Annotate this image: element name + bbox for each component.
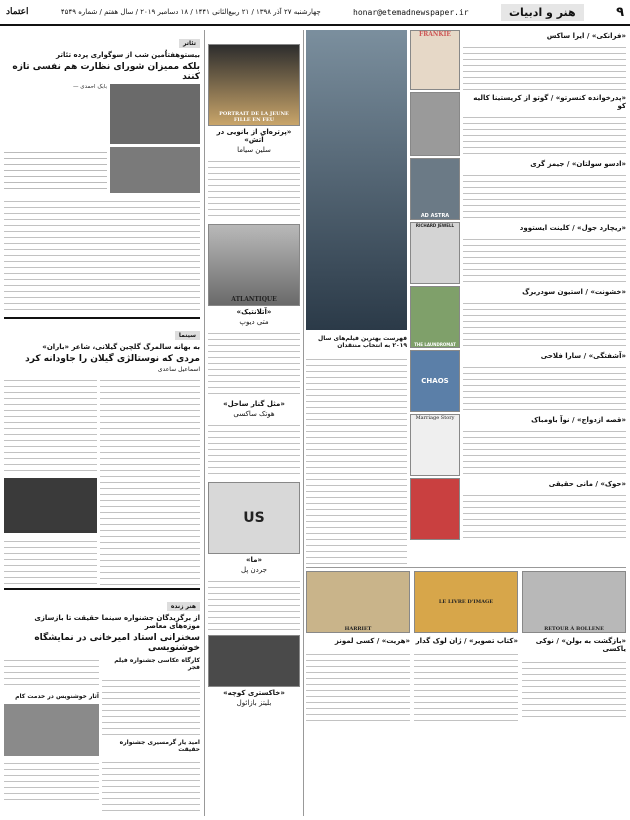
author-gilani: اسماعیل ساعدی	[157, 366, 200, 373]
poster: FRANKIE	[410, 30, 460, 90]
kicker-gilani: به بهانه سالمرگ گلچین گیلانی، شاعر «باران»	[42, 343, 200, 351]
intro-text-block	[306, 354, 407, 564]
page-number: ۹	[616, 4, 624, 20]
article-text-block	[4, 758, 99, 803]
left-column	[4, 30, 200, 816]
article-text-block	[4, 375, 97, 475]
list-item: «ادسو سولتان» / جیمز گری AD ASTRA	[410, 158, 626, 220]
subhead: امید یار گرمسیری جشنواره حقیقت	[119, 739, 200, 753]
theatre-photo-1	[110, 84, 200, 144]
intro-column	[306, 30, 407, 564]
tag-live: هنر زنده	[167, 602, 200, 611]
article-text-block	[4, 147, 107, 193]
lead-photo	[306, 30, 407, 330]
list-item: «آشفتگی» / سارا فلاحی CHAOS	[410, 350, 626, 412]
article-text-block	[102, 675, 200, 735]
poster: THE LAUNDROMAT	[410, 286, 460, 348]
film3-title: «مثل گنار ساحل»	[223, 400, 285, 408]
kicker-calligraphy: از برگزیدگان جشنواره سینما حقیقت تا بازسازی موزه‌های معاصر	[34, 614, 200, 630]
bottom-film: RETOUR À BOLLENE «بازگشت به بولن» / نوکی یاکسی	[522, 571, 626, 721]
film-text-block	[208, 328, 300, 398]
article-text-block	[4, 196, 200, 314]
headline-calligraphy: سخنرانی استاد امیرخانی در نمایشگاه خوشنویسی	[34, 633, 200, 653]
article-text-block	[4, 655, 99, 689]
film-text-block	[208, 156, 300, 220]
list-item: «فرانکی» / ایرا ساکس FRANKIE	[410, 30, 626, 90]
film2-director: متی دیوپ	[239, 318, 269, 326]
poster: CHAOS	[410, 350, 460, 412]
tag-theatre: تئاتر	[179, 39, 200, 48]
article-text-block	[4, 536, 97, 585]
list-item: «پدرخوانده کنسرتو» / گوتو از کریستینا کالیه کو	[410, 92, 626, 156]
calligrapher-photo	[4, 704, 99, 756]
section-email[interactable]: honar@etemadnewspaper.ir	[353, 7, 469, 17]
list-item: «حوک» / مانی حقیقی	[410, 478, 626, 540]
poster: Marriage Story	[410, 414, 460, 476]
bottom-film: HARRIET «هریت» / کسی لمونز	[306, 571, 410, 721]
article-text: بابک احمدی — ‌‌‌‌‌‌‌‌‌‌‌‌‌‌‌‌‌‌‌‌‌‌‌‌‌‌‌‌‌‌‌‌‌‌‌‌‌‌‌‌‌‌‌‌‌‌‌‌‌‌‌‌‌‌‌‌‌‌‌‌‌‌‌‌‌‌‌‌‌‌‌‌‌‌‌‌‌‌‌‌‌‌‌‌‌‌‌‌‌‌‌‌‌‌	[71, 84, 107, 90]
film4-title: «ما»	[245, 556, 262, 564]
poster: AD ASTRA	[410, 158, 460, 220]
poster-portrait: PORTRAIT DE LA JEUNE FILLE EN FEU	[208, 44, 300, 126]
film2-title: «آتلانتیک»	[236, 308, 272, 316]
film4-director: جردن پل	[241, 566, 267, 574]
best-films-list	[410, 30, 626, 564]
tag-cinema: سینما	[175, 331, 200, 340]
film1-title: «پرتره‌ای از بانویی در آتش»	[216, 128, 292, 144]
intro-heading: فهرست بهترین فیلم‌های سال ۲۰۱۹ به انتخاب منتقدان	[318, 335, 407, 349]
film-text-block	[208, 420, 300, 478]
article-text-block	[100, 375, 200, 585]
poster	[410, 478, 460, 540]
bottom-films	[306, 571, 626, 721]
newspaper-logo: اعتماد	[6, 7, 29, 17]
middle-column	[204, 30, 304, 816]
list-item: «خشونت» / استیون سودربرگ THE LAUNDROMAT	[410, 286, 626, 348]
theatre-photo-2	[110, 147, 200, 193]
kicker-theatre: بیستوهفتاُمین شب از سوگواری پرده تئاتر	[55, 51, 200, 59]
list-item: «قصه ازدواج» / نوآ باومباک Marriage Story	[410, 414, 626, 476]
poster-grey-alley	[208, 635, 300, 687]
right-area	[306, 30, 626, 816]
film-text-block	[208, 576, 300, 632]
section-title: هنر و ادبیات	[501, 4, 584, 21]
poster	[410, 92, 460, 156]
subhead: آثار خوشنویس در خدمت کام	[15, 693, 99, 700]
poster-atlantique: ATLANTIQUE	[208, 224, 300, 306]
film1-director: سلین سیاما	[237, 146, 271, 154]
headline-theatre: بلکه ممیزان شورای نظارت هم نفسی تازه کنند	[12, 62, 200, 82]
film3-director: هوتک ساکسی	[233, 410, 275, 418]
list-item: «ریچارد جول» / کلینت ایستوود RICHARD JEWELL	[410, 222, 626, 284]
subhead: کارگاه عکاسی جشنواره فیلم فجر	[114, 657, 200, 671]
poster: RICHARD JEWELL	[410, 222, 460, 284]
poster-us: US	[208, 482, 300, 554]
headline-gilani: مردی که نوستالژی گیلان را جاودانه کرد	[25, 354, 200, 364]
page-header	[0, 0, 630, 26]
dateline: چهارشنبه ۲۷ آذر ۱۳۹۸ / ۲۱ ربیع‌الثانی ۱۴۴۱ / ۱۸ دسامبر ۲۰۱۹ / سال هفتم / شماره ۴۵۴۹	[60, 8, 321, 16]
film5-director: بلیتز بازائول	[236, 699, 272, 707]
bottom-film: LE LIVRE D'IMAGE «کتاب تصویر» / ژان لوک گدار	[414, 571, 518, 721]
article-text-block	[102, 757, 200, 815]
gilani-portrait	[4, 478, 97, 533]
film5-title: «خاکستری کوچه»	[223, 689, 285, 697]
